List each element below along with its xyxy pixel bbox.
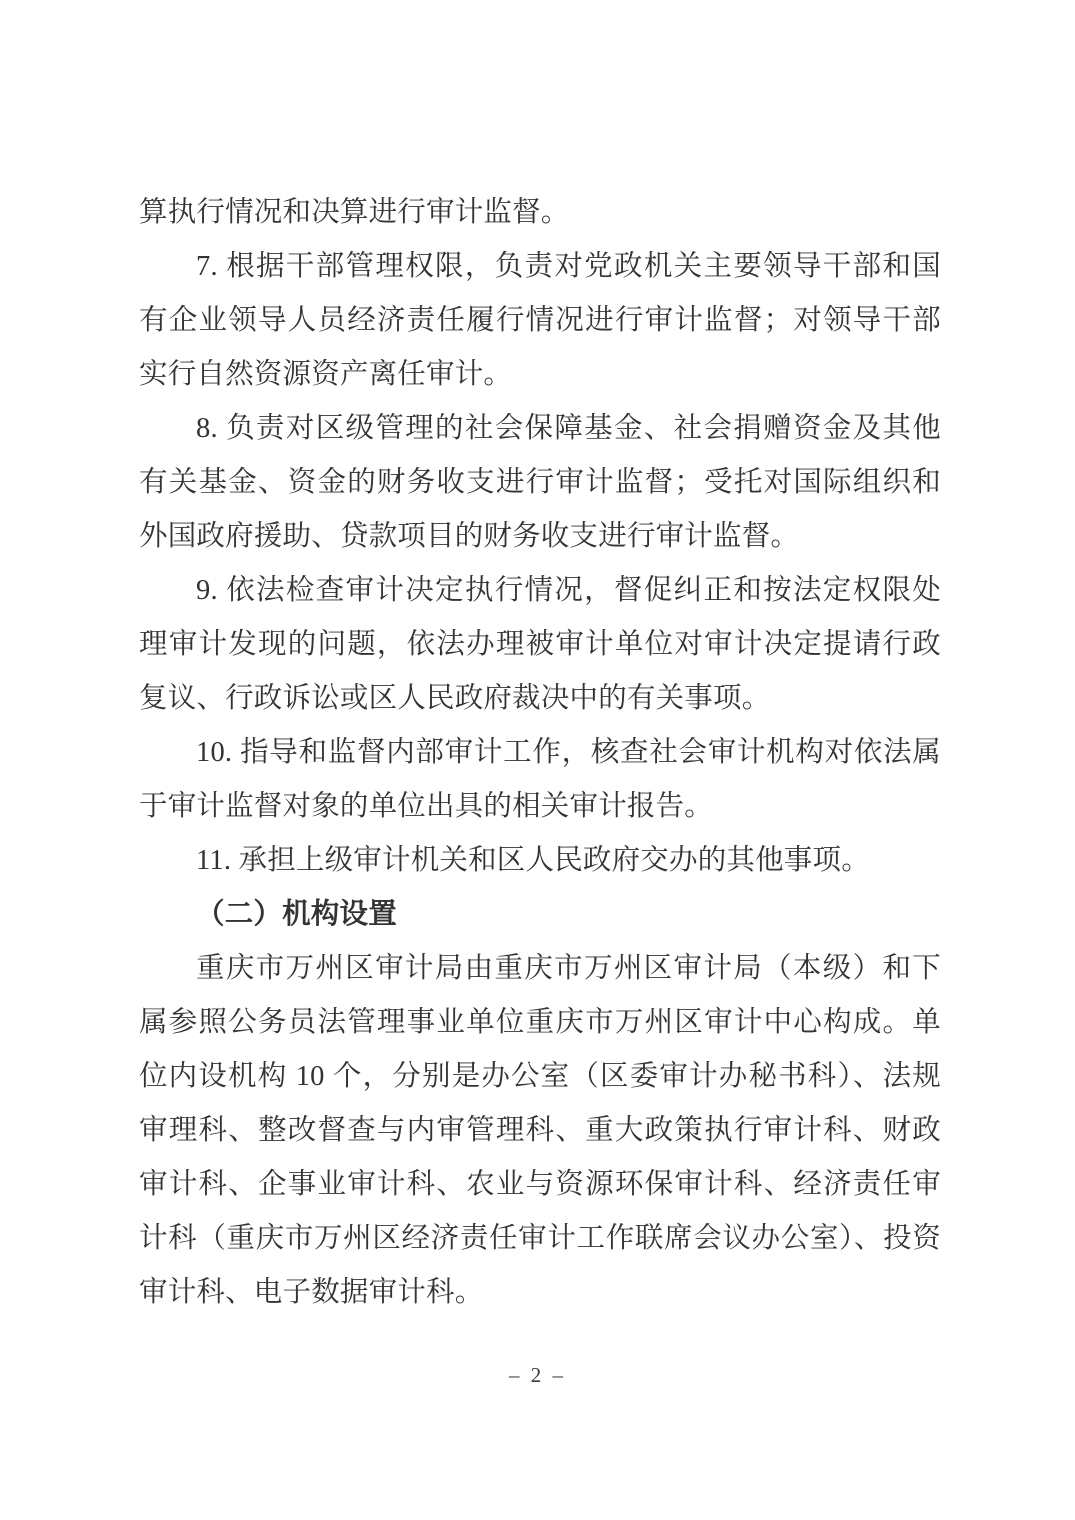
paragraph-3: 8. 负责对区级管理的社会保障基金、社会捐赠资金及其他有关基金、资金的财务收支进行审计监督；受托对国际组织和外国政府援助、贷款项目的财务收支进行审计监督。	[139, 413, 941, 552]
paragraph-6: 11. 承担上级审计机关和区人民政府交办的其他事项。	[196, 845, 870, 876]
paragraph-8: 重庆市万州区审计局由重庆市万州区审计局（本级）和下属参照公务员法管理事业单位重庆市万州区审计中心构成。单位内设机构 10 个，分别是办公室（区委审计办秘书科）、法规审理科、整改督查与内审管理科、重大政策执行审计科、财政审计科、企事业审计科、农业与资源环保审计科、经济责任审计科（重庆市万州区经济责任审计工作联席会议办公室）、投资审计科、电子数据审计科。	[139, 953, 941, 1308]
paragraph-5: 10. 指导和监督内部审计工作，核查社会审计机构对依法属于审计监督对象的单位出具的相关审计报告。	[139, 737, 941, 822]
page-number: – 2 –	[509, 1363, 566, 1387]
paragraph-4: 9. 依法检查审计决定执行情况，督促纠正和按法定权限处理审计发现的问题，依法办理被审计单位对审计决定提请行政复议、行政诉讼或区人民政府裁决中的有关事项。	[139, 575, 941, 714]
section-heading: （二）机构设置	[196, 899, 397, 930]
paragraph-2: 7. 根据干部管理权限，负责对党政机关主要领导干部和国有企业领导人员经济责任履行情况进行审计监督；对领导干部实行自然资源资产离任审计。	[139, 251, 941, 390]
document-body	[139, 186, 941, 1320]
paragraph-1: 算执行情况和决算进行审计监督。	[139, 197, 570, 228]
page-footer	[0, 1363, 1075, 1388]
